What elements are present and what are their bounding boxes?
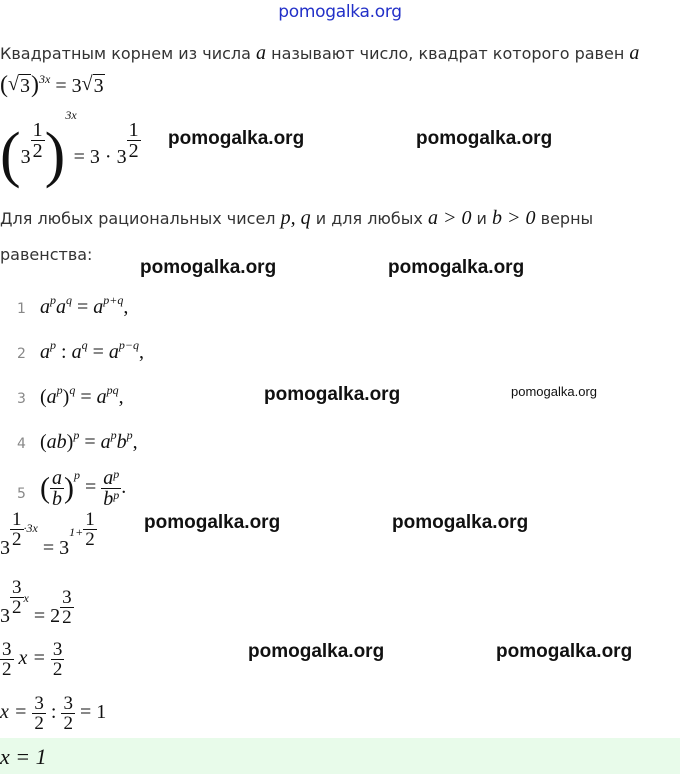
rule-number: 1 bbox=[17, 301, 26, 317]
eq2-exp-den: 2 bbox=[32, 139, 43, 162]
rule-number: 2 bbox=[17, 346, 26, 362]
step-1: 3 $\frac{1}{2}$ ·3x = 31+ $\frac{1}{2}$ bbox=[0, 509, 95, 560]
definition-text-2: называют число, квадрат которого равен bbox=[271, 44, 625, 63]
rule-5-formula: ( $\frac{a}{b}$ )$^p$ = $\frac{a^p}{b^p}$ . bbox=[40, 467, 127, 510]
eq1-root-value: 3 bbox=[20, 75, 30, 97]
eq2-rhs-num: 1 bbox=[128, 118, 139, 141]
rule-4-formula: $(ab)^p = a^pb^p$, bbox=[40, 428, 138, 453]
rule-3-formula: $(a^p)^q = a^{pq}$, bbox=[40, 383, 124, 408]
watermark: pomogalka.org bbox=[496, 641, 633, 662]
var-a-2: a bbox=[629, 42, 640, 64]
rational-and: и bbox=[476, 209, 487, 228]
eq1-rhs-root: 3 bbox=[93, 75, 104, 97]
rational-text-mid: и для любых bbox=[315, 209, 423, 228]
rational-line-2: равенства: bbox=[0, 245, 93, 264]
equation-2: (3 $\frac{1}{2}$ )$^{3x}$ = 3 · 3 $\frac{1}{2}$ bbox=[0, 108, 139, 189]
rational-vars: p, q bbox=[280, 207, 311, 229]
cond-b: b > 0 bbox=[492, 207, 536, 229]
step-2: 3 $\frac{3}{2}$ x = 2 $\frac{3}{2}$ bbox=[0, 577, 72, 628]
cond-a: a > 0 bbox=[427, 207, 472, 229]
var-a: a bbox=[256, 42, 267, 64]
rational-text-end: верны bbox=[540, 209, 594, 228]
rule-number: 4 bbox=[17, 436, 26, 452]
step-3: $\frac{3}{2}$ x = $\frac{3}{2}$ bbox=[2, 639, 63, 680]
eq2-rhs-den: 2 bbox=[128, 139, 139, 162]
eq2-outer-exp: 3x bbox=[65, 108, 77, 122]
answer-highlight bbox=[0, 738, 680, 774]
step-4: x = $\frac{3}{2}$ : $\frac{3}{2}$ = 1 bbox=[0, 693, 107, 734]
watermark: pomogalka.org bbox=[416, 128, 553, 149]
definition-text: Квадратным корнем из числа bbox=[0, 44, 251, 63]
watermark: pomogalka.org bbox=[388, 257, 525, 278]
eq1-exponent: 3x bbox=[39, 72, 51, 86]
answer: x = 1 bbox=[0, 744, 47, 769]
rational-line-1 bbox=[0, 207, 593, 230]
equation-1: ( √ 3)$^{3x}$ = 3 √ 3 bbox=[0, 72, 104, 98]
eq2-base: 3 bbox=[20, 146, 31, 168]
definition-line bbox=[0, 42, 680, 65]
watermark: pomogalka.org bbox=[168, 128, 305, 149]
watermark-small: pomogalka.org bbox=[511, 384, 597, 399]
watermark: pomogalka.org bbox=[144, 512, 281, 533]
eq2-rhs: = 3 · 3 bbox=[73, 146, 127, 168]
rule-1-formula: $a^pa^q = a^{p+q}$, bbox=[40, 293, 129, 318]
eq1-rhs: = 3 bbox=[55, 75, 82, 97]
watermark: pomogalka.org bbox=[392, 512, 529, 533]
watermark: pomogalka.org bbox=[248, 641, 385, 662]
rule-number: 5 bbox=[17, 486, 26, 502]
watermark: pomogalka.org bbox=[264, 384, 401, 405]
site-header-link[interactable]: pomogalka.org bbox=[278, 2, 402, 22]
rule-number: 3 bbox=[17, 391, 26, 407]
watermark: pomogalka.org bbox=[140, 257, 277, 278]
rational-text-start: Для любых рациональных чисел bbox=[0, 209, 276, 228]
eq2-exp-num: 1 bbox=[32, 118, 43, 141]
rule-2-formula: $a^p$ : $a^q = a^{p-q}$, bbox=[40, 338, 144, 363]
